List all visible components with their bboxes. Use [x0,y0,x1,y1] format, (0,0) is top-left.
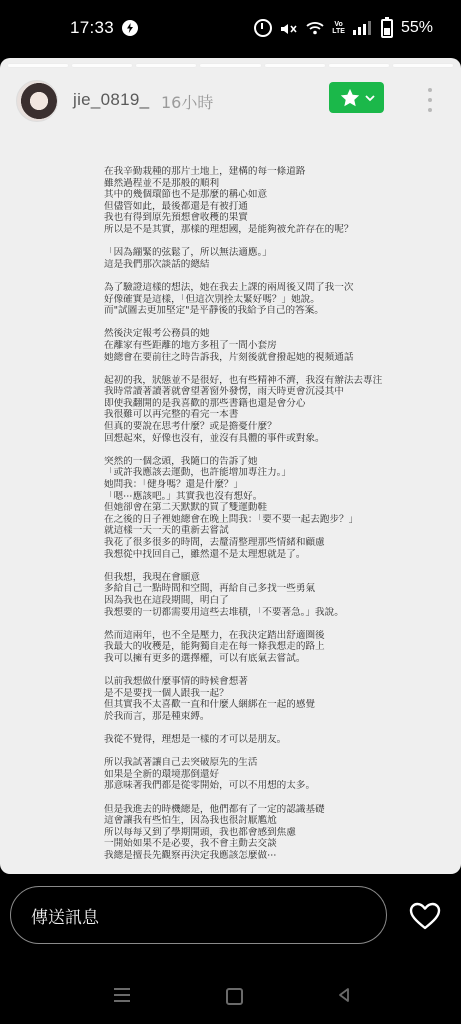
story-paragraph [104,630,404,665]
story-text [104,166,404,873]
story-line: 我想從中找回自己，雖然還不是太理想就是了。 [104,548,306,560]
messenger-icon [122,20,138,36]
volte-indicator [332,21,345,35]
story-line: 但是我進去的時機總是，他們都有了一定的認識基礎 [104,803,325,815]
star-icon [339,87,361,109]
story-line: 但儘管如此，最後都還是有被打通 [104,200,248,212]
story-line: 而"試圖去更加堅定"是平靜後的我給予自己的答案。 [104,305,324,317]
story-line: 以前我想做什麼事情的時候會想著 [104,676,248,688]
heart-icon[interactable] [409,902,441,930]
more-options-icon[interactable] [424,88,436,112]
story-line: 我從不覺得，理想是一樣的才可以是朋友。 [104,734,287,746]
story-paragraph [104,804,404,862]
story-progress [8,64,453,67]
story-line: 一開始如果不是必要，我不會主動去交談 [104,838,277,850]
back-icon[interactable] [336,987,352,1003]
system-nav-bar [0,980,461,1012]
chevron-down-icon [365,94,375,102]
story-line: 在之後的日子裡她總會在晚上問我：「要不要一起去跑步？」 [104,513,359,525]
status-bar [0,0,461,58]
story-line: 我時常讀著讀著就會望著窗外發愣，雨天時更會沉浸其中 [104,386,344,398]
time-ago: 16小時 [161,93,214,112]
volte-top: Vo [334,21,343,28]
progress-segment [265,64,325,67]
alarm-icon [254,19,272,37]
story-line: 我很難可以再完整的看完一本書 [104,409,239,421]
story-line: 於我而言，那是種束縛。 [104,710,210,722]
story-line: 但我想，我現在會願意 [104,571,200,583]
story-line: 在離家有些距離的地方多租了一間小套房 [104,339,277,351]
mute-icon [280,22,298,34]
story-paragraph [104,572,404,618]
story-header [0,76,461,124]
story-line: 我想要的一切都需要用這些去堆積，「不要著急。」我說。 [104,606,344,618]
send-message-input[interactable] [10,886,387,944]
story-line: 是不是要找一個人跟我一起？ [104,687,229,699]
story-line: 所以我試著讓自己去突破原先的生活 [104,757,258,769]
signal-icon [353,21,373,35]
wifi-icon [306,21,324,35]
story-line: 我也有得到原先預想會收穫的果實 [104,212,248,224]
progress-segment [393,64,453,67]
username[interactable]: jie_0819_ [73,90,150,109]
progress-segment [8,64,68,67]
story-line: 如果是全新的環境那倒還好 [104,768,220,780]
story-paragraph [104,375,404,445]
story-line: 我可以擁有更多的選擇權，可以有底氣去嘗試。 [104,652,306,664]
story-line: 但真的要說在思考什麼？或是擔憂什麼？ [104,421,277,433]
story-line: 「因為繃緊的弦鬆了，所以無法適應。」 [104,247,272,259]
story-line: 好像確實是這樣，「但這次別拴太緊好嗎？」她說。 [104,293,320,305]
status-time: 17:33 [70,18,115,37]
story-paragraph [104,166,404,236]
story-line: 其中的幾個環節也不是那麼的稱心如意 [104,189,268,201]
story-line: 所以每每又到了學期開頭，我也都會感到焦慮 [104,826,296,838]
send-message-placeholder: 傳送訊息 [31,907,99,928]
story-line: 這是我們那次談話的總結 [104,258,210,270]
story-paragraph [104,247,404,270]
story-line: 但她卻會在第二天默默的買了雙運動鞋 [104,502,268,514]
story-line: 然而這兩年，也不全是壓力，在我決定踏出舒適圈後 [104,629,325,641]
story-line: 我最大的收穫是，能夠獨自走在每一條我想走的路上 [104,641,325,653]
story-line: 回想起來，好像也沒有，並沒有具體的事件或對象。 [104,432,325,444]
story-line: 在我辛勤栽種的那片土地上，建構的每一條道路 [104,166,306,177]
story-line: 這會讓我有些怕生，因為我也很討厭尷尬 [104,815,277,827]
close-friends-badge[interactable] [329,82,384,113]
home-icon[interactable] [226,988,243,1005]
story-line: 因為我也在這段期間，明白了 [104,594,229,606]
recents-icon[interactable] [114,988,132,1002]
story-line: 多給自己一點時間和空間，再給自己多找一些勇氣 [104,583,316,595]
story-line: 雖然過程並不是那般的順利 [104,177,220,189]
volte-bottom: LTE [332,28,345,35]
story-paragraph [104,676,404,722]
story-line: 那意味著我們都是從零開始，可以不用想的太多。 [104,780,316,792]
story-paragraph [104,757,404,792]
story-paragraph [104,328,404,363]
story-paragraph [104,456,404,560]
story-line: 「嗯⋯應該吧。」其實我也沒有想好。 [104,490,263,502]
progress-segment [329,64,389,67]
story-line: 所以是不是其實，那樣的理想國，是能夠被允許存在的呢？ [104,223,354,235]
story-line: 我花了很多很多的時間，去釐清整理那些情緒和顧慮 [104,537,325,548]
story-line: 起初的我，狀態並不是很好，也有些精神不濟，我沒有辦法去專注 [104,374,383,386]
avatar[interactable] [16,80,58,122]
story-line: 「或許我應該去運動，也許能增加專注力。」 [104,467,292,479]
status-icons [254,17,433,39]
battery-percent: 55% [400,19,433,36]
progress-segment [72,64,132,67]
story-card[interactable] [0,58,461,874]
story-line: 就這樣一天一天的重新去嘗試 [104,525,229,537]
story-line: 她總會在要前往之時告訴我，片刻後就會撥起她的視頻通話 [104,351,354,363]
story-line: 即使我翻開的是我喜歡的那些書籍也還是會分心 [104,397,306,409]
progress-segment [136,64,196,67]
story-line: 然後決定報考公務員的她 [104,328,210,340]
story-line: 我總是擅長先觀察再決定我應該怎麼做⋯ [104,850,277,862]
battery-icon [381,19,393,38]
progress-segment [200,64,260,67]
story-paragraph [104,734,404,746]
story-paragraph [104,282,404,317]
story-line: 突然的一個念頭，我隨口的告訴了她 [104,455,258,467]
story-line: 她問我：「健身嗎？還是什麼？」 [104,479,244,491]
story-line: 但其實我不太喜歡一直和什麼人綑綁在一起的感覺 [104,699,316,711]
story-line: 為了驗證這樣的想法，她在我去上課的兩周後又問了我一次 [104,281,354,293]
